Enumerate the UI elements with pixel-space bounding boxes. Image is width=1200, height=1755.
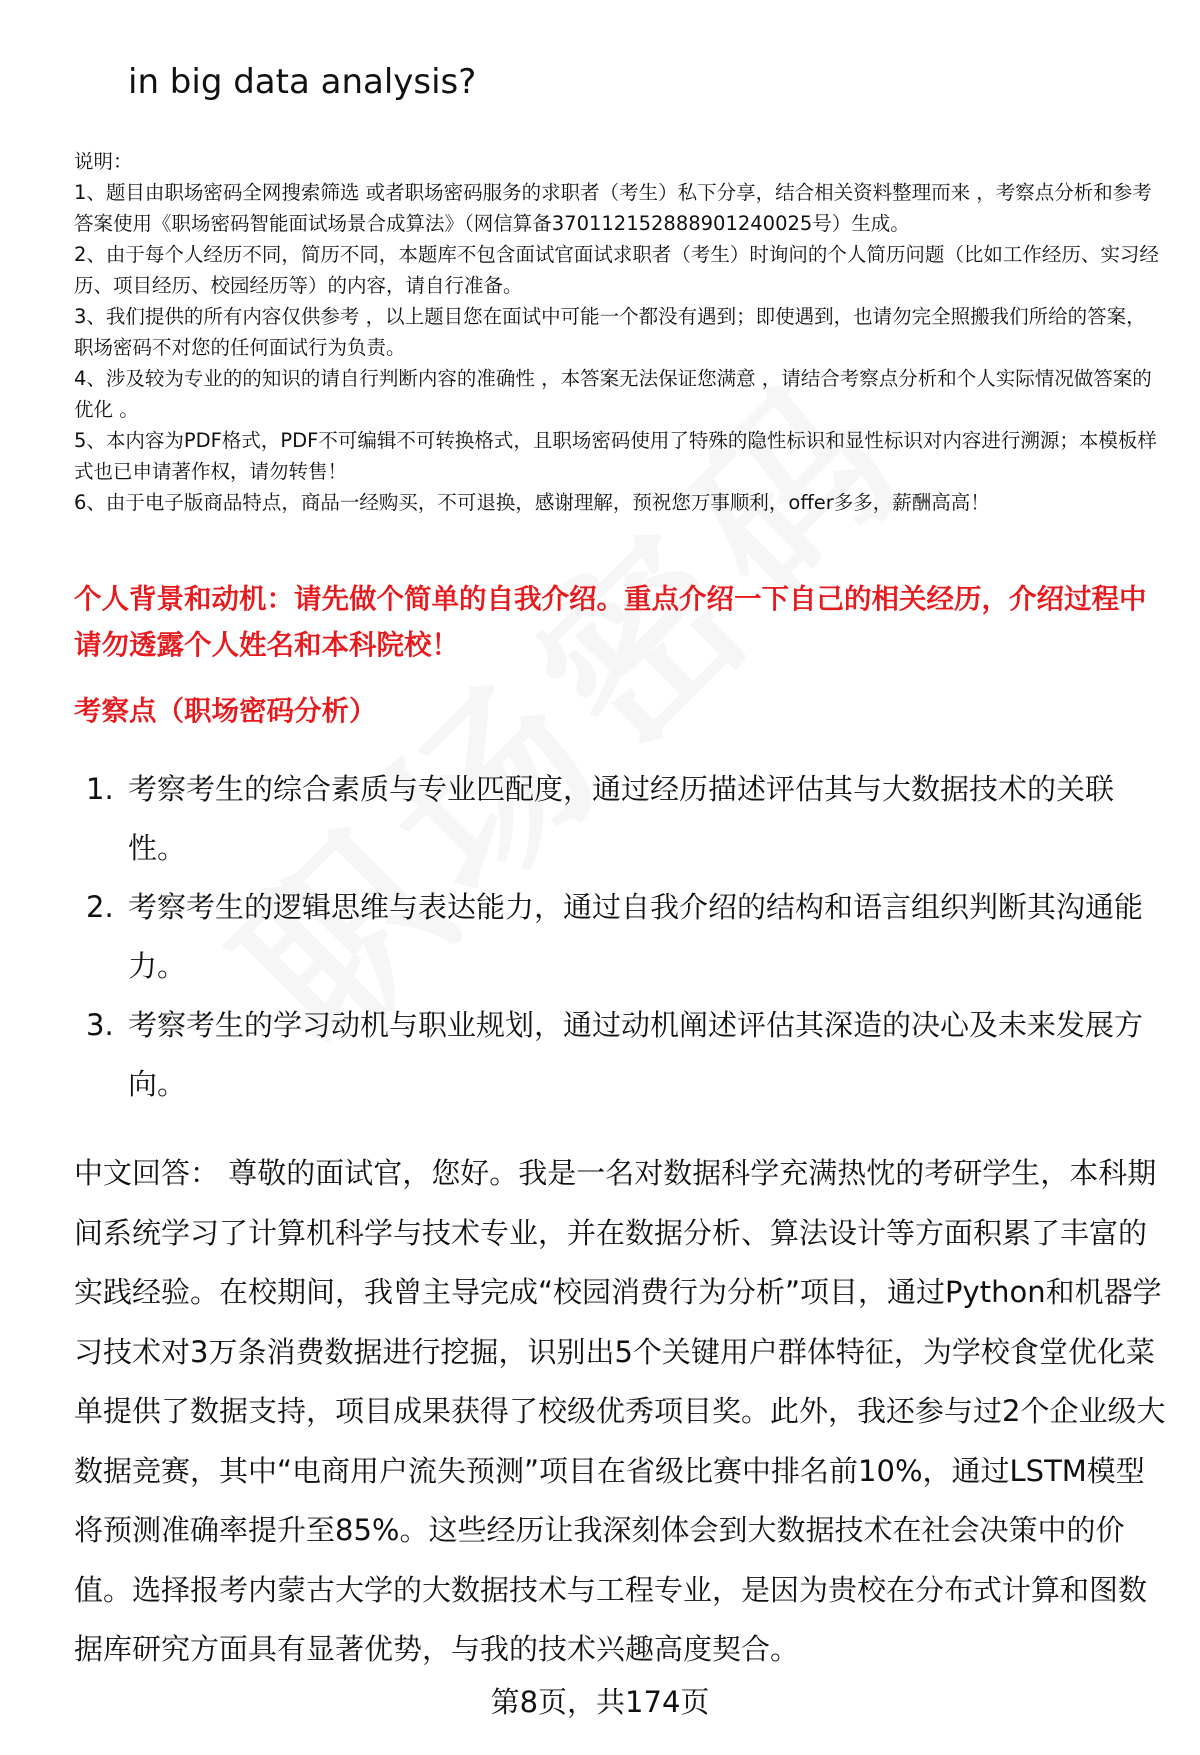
point-number: 2. xyxy=(86,890,114,924)
note-item: 5、本内容为PDF格式，PDF不可编辑不可转换格式，且职场密码使用了特殊的隐性标识和显性标识对内容进行溯源；本模板样式也已申请著作权，请勿转售！ xyxy=(74,429,1157,483)
point-text: 考察考生的综合素质与专业匹配度，通过经历描述评估其与大数据技术的关联性。 xyxy=(128,772,1115,865)
analysis-point xyxy=(74,760,1164,878)
note-item: 2、由于每个人经历不同，简历不同，本题库不包含面试官面试求职者（考生）时询问的个人简历问题（比如工作经历、实习经历、项目经历、校园经历等）的内容，请自行准备。 xyxy=(74,243,1159,297)
question-heading: 个人背景和动机：请先做个简单的自我介绍。重点介绍一下自己的相关经历，介绍过程中请勿透露个人姓名和本科院校！ xyxy=(74,583,1147,661)
point-text: 考察考生的逻辑思维与表达能力，通过自我介绍的结构和语言组织判断其沟通能力。 xyxy=(128,890,1144,983)
analysis-heading: 考察点（职场密码分析） xyxy=(74,695,377,727)
note-item: 4、涉及较为专业的的知识的请自行判断内容的准确性 ，本答案无法保证您满意 ，请结合考察点分析和个人实际情况做答案的优化 。 xyxy=(74,367,1152,421)
point-number: 3. xyxy=(86,1008,114,1042)
page-footer: 第8页，共174页 xyxy=(490,1685,710,1719)
analysis-points xyxy=(74,760,1164,1114)
note-item: 6、由于电子版商品特点，商品一经购买，不可退换，感谢理解，预祝您万事顺利，offer多多，薪酬高高！ xyxy=(74,491,990,514)
note-item: 1、题目由职场密码全网搜索筛选 或者职场密码服务的求职者（考生）私下分享，结合相关资料整理而来 ，考察点分析和参考答案使用《职场密码智能面试场景合成算法》（网信算备370112152888901240025号）生成。 xyxy=(74,181,1152,235)
point-number: 1. xyxy=(86,772,114,806)
question-tail: in big data analysis? xyxy=(128,62,477,102)
point-text: 考察考生的学习动机与职业规划，通过动机阐述评估其深造的决心及未来发展方向。 xyxy=(128,1008,1144,1101)
notes-block xyxy=(74,146,1164,518)
note-item: 3、我们提供的所有内容仅供参考 ，以上题目您在面试中可能一个都没有遇到；即使遇到，也请勿完全照搬我们所给的答案，职场密码不对您的任何面试行为负责。 xyxy=(74,305,1146,359)
notes-title: 说明： xyxy=(74,150,133,173)
analysis-point xyxy=(74,878,1164,996)
analysis-point xyxy=(74,996,1164,1114)
answer-text: 中文回答： 尊敬的面试官，您好。我是一名对数据科学充满热忱的考研学生，本科期间系统学习了计算机科学与技术专业，并在数据分析、算法设计等方面积累了丰富的实践经验。在校期间，我曾主导完成“校园消费行为分析”项目，通过Python和机器学习技术对3万条消费数据进行挖掘，识别出5个关键用户群体特征，为学校食堂优化菜单提供了数据支持，项目成果获得了校级优秀项目奖。此外，我还参与过2个企业级大数据竞赛，其中“电商用户流失预测”项目在省级比赛中排名前10%，通过LSTM模型将预测准确率提升至85%。这些经历让我深刻体会到大数据技术在社会决策中的价值。选择报考内蒙古大学的大数据技术与工程专业，是因为贵校在分布式计算和图数据库研究方面具有显著优势，与我的技术兴趣高度契合。 xyxy=(74,1156,1166,1666)
